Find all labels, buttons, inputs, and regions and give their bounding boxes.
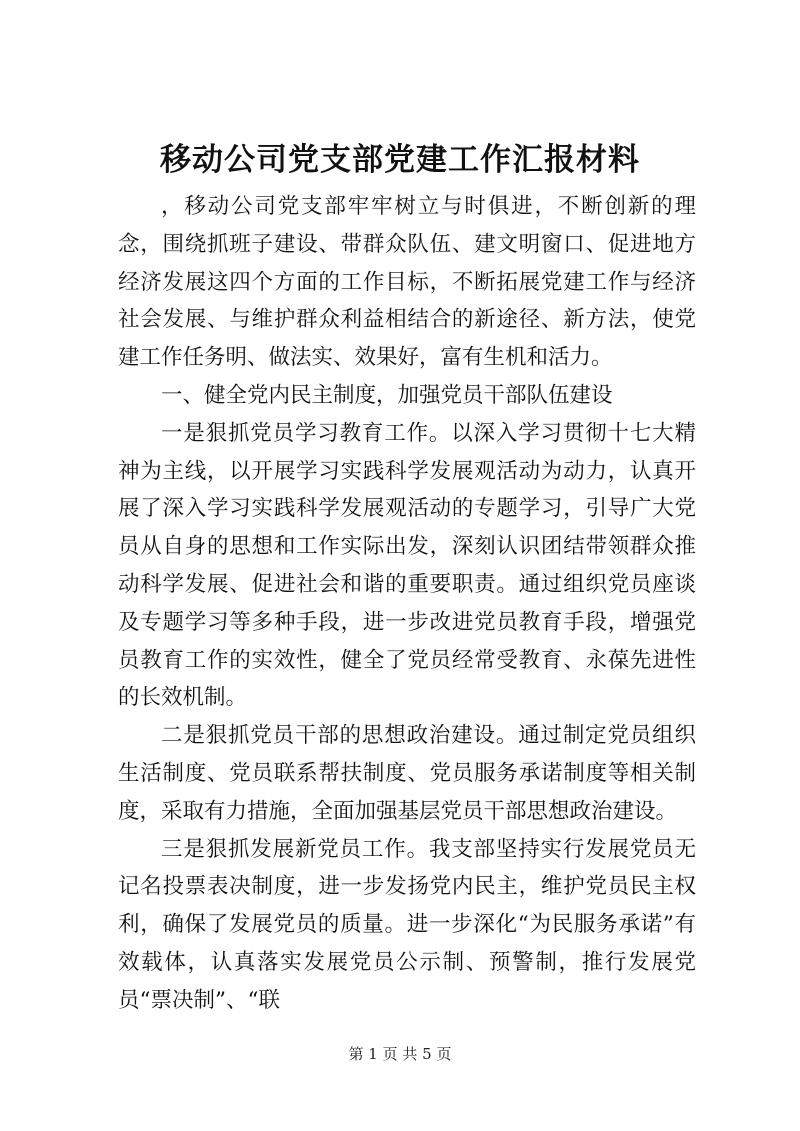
paragraph-ideological-building: 二是狠抓党员干部的思想政治建设。通过制定党员组织生活制度、党员联系帮扶制度、党员服务承诺制度等相关制度，采取有力措施，全面加强基层党员干部思想政治建设。 xyxy=(118,723,696,824)
page-footer: 第 1 页 共 5 页 xyxy=(348,1045,452,1063)
paragraph-intro: ，移动公司党支部牢牢树立与时俱进，不断创新的理念，围绕抓班子建设、带群众队伍、建文明窗口、促进地方经济发展这四个方面的工作目标，不断拓展党建工作与经济社会发展、与维护群众利益相结合的新途径、新方法，使党建工作任务明、做法实、效果好，富有生机和活力。 xyxy=(118,194,696,371)
document-title: 移动公司党支部党建工作汇报材料 xyxy=(160,142,640,178)
paragraph-study-education: 一是狠抓党员学习教育工作。以深入学习贯彻十七大精神为主线，以开展学习实践科学发展观活动为动力，认真开展了深入学习实践科学发展观活动的专题学习，引导广大党员从自身的思想和工作实际出发，深刻认识团结带领群众推动科学发展、促进社会和谐的重要职责。通过组织党员座谈及专题学习等多种手段，进一步改进党员教育手段，增强党员教育工作的实效性，健全了党员经常受教育、永葆先进性的长效机制。 xyxy=(118,420,696,711)
section-heading-1: 一、健全党内民主制度，加强党员干部队伍建设 xyxy=(161,382,613,408)
paragraph-new-members: 三是狠抓发展新党员工作。我支部坚持实行发展党员无记名投票表决制度，进一步发扬党内民主，维护党员民主权利，确保了发展党员的质量。进一步深化“为民服务承诺”有效载体，认真落实发展党员公示制、预警制，推行发展党员“票决制”、“联 xyxy=(118,836,696,1013)
document-body xyxy=(118,188,696,1020)
